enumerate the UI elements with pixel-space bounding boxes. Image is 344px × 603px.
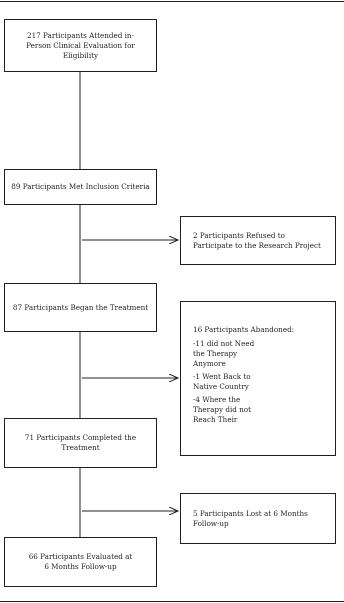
- box-evaluated-followup-text: 66 Participants Evaluated at 6 Months Follow-up: [28, 552, 133, 571]
- box-evaluated-followup: [4, 537, 157, 587]
- box-met-criteria: [4, 169, 157, 205]
- box-met-criteria-text: 89 Participants Met Inclusion Criteria: [11, 182, 150, 191]
- box-attended-text: 217 Participants Attended in- Person Clinical Evaluation for Eligibility: [26, 30, 135, 60]
- box-attended: [4, 19, 157, 72]
- box-began-treatment-text: 87 Participants Began the Treatment: [12, 302, 149, 312]
- abandoned-reason-item: -4 Where the Therapy did not Reach Their: [193, 395, 251, 424]
- box-refused-text: 2 Participants Refused to Participate to the Research Project: [193, 230, 321, 250]
- box-abandoned: [180, 301, 336, 456]
- box-refused: [180, 216, 336, 265]
- abandoned-reason-item: -1 Went Back to Native Country: [193, 372, 251, 391]
- box-began-treatment: [4, 283, 157, 332]
- box-lost-followup: [180, 493, 336, 544]
- box-abandoned-title: 16 Participants Abandoned:: [193, 325, 295, 334]
- box-lost-followup-text: 5 Participants Lost at 6 Months Follow-up: [193, 508, 308, 528]
- box-completed-treatment: [4, 418, 157, 468]
- box-completed-treatment-text: 71 Participants Completed the Treatment: [24, 433, 137, 452]
- abandoned-reason-item: -11 did not Need the Therapy Anymore: [193, 339, 255, 368]
